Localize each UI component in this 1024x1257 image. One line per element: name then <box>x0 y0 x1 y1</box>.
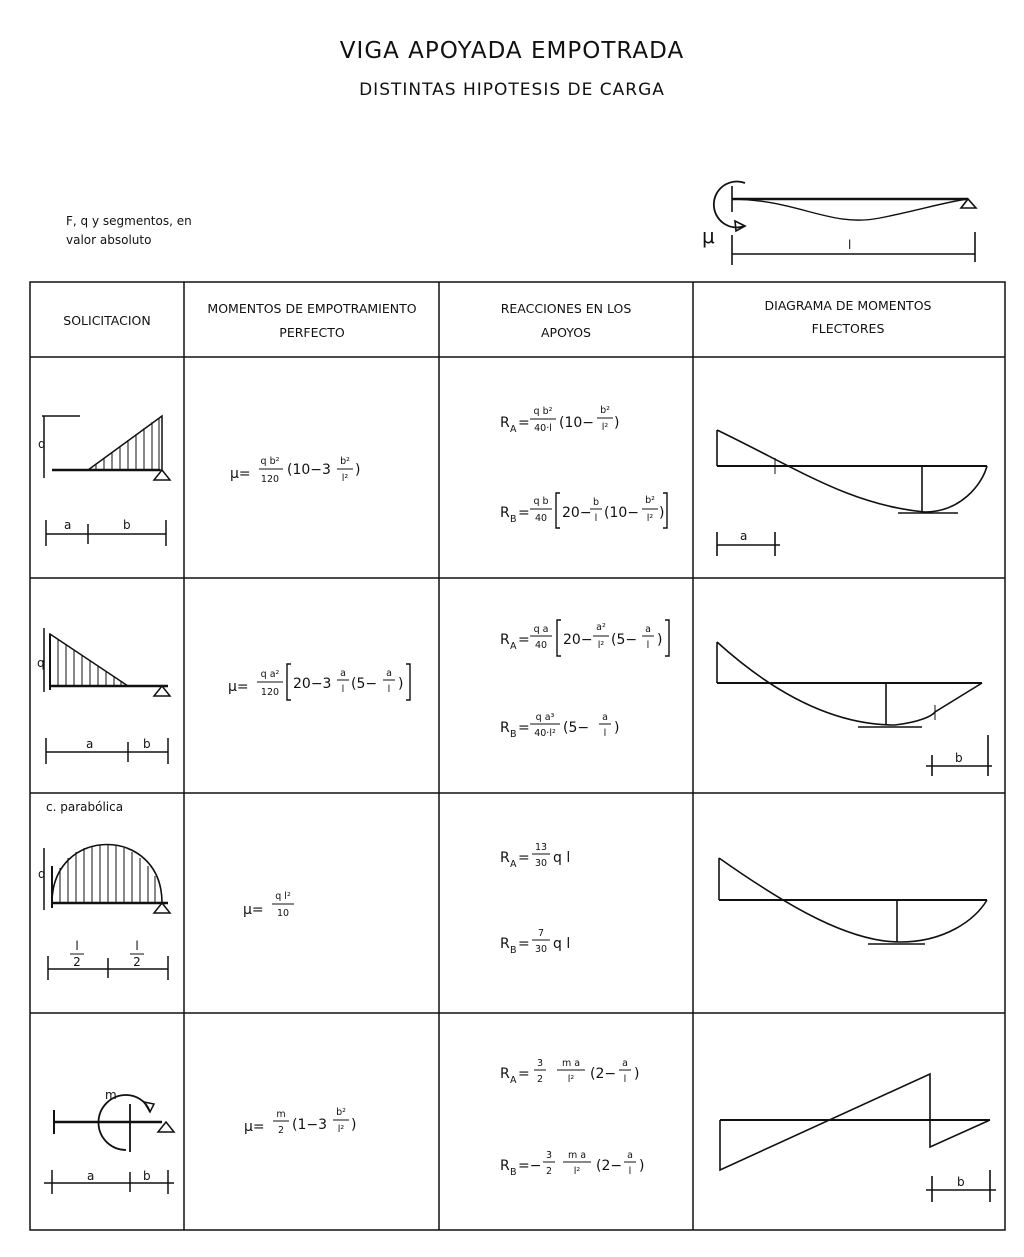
r-label: R <box>500 936 510 952</box>
key-arrowhead-icon <box>735 221 745 231</box>
mu-lead: μ= <box>230 466 251 482</box>
r-eq: = <box>518 1066 530 1082</box>
row-2-moment-diagram <box>717 642 992 776</box>
dim-a-label: a <box>86 737 94 751</box>
frac-den: 40·l² <box>534 728 556 739</box>
r-sub: A <box>510 1075 517 1086</box>
frac-den: 2 <box>536 1074 544 1085</box>
formula-tail: (2− <box>590 1066 617 1082</box>
frac-num: q a² <box>260 669 280 680</box>
moment-curve <box>717 430 987 512</box>
q-label: q <box>37 656 45 670</box>
triangular-load <box>88 416 162 470</box>
header-reacciones-l1: REACCIONES EN LOS <box>500 301 632 316</box>
dim-b-label: b <box>955 751 963 765</box>
frac-num: q b² <box>260 456 280 467</box>
frac2-num: b² <box>336 1107 346 1118</box>
formula-t1: 20− <box>562 505 592 521</box>
frac2-num: m a <box>567 1150 587 1161</box>
row-1-reaction-a <box>500 405 619 435</box>
row-3-reaction-b <box>500 928 570 956</box>
r-label: R <box>500 850 510 866</box>
key-moment-arrow-icon <box>714 181 745 227</box>
page-title: VIGA APOYADA EMPOTRADA <box>339 38 685 64</box>
key-deflection <box>732 199 968 220</box>
r-label: R <box>500 505 510 521</box>
formula-t2: (5− <box>351 676 378 692</box>
load-hatch <box>58 640 121 686</box>
frac3-num: b² <box>645 495 655 506</box>
row-1-moment-formula <box>230 456 360 485</box>
frac-num: q b <box>533 496 549 507</box>
r-eq: = <box>518 505 530 521</box>
frac2-den: l² <box>573 1166 581 1177</box>
formula-tail: q l <box>553 850 571 866</box>
frac3-num: a <box>622 1058 628 1069</box>
formula-tail: (5− <box>563 720 590 736</box>
row-3-moment-diagram <box>719 858 987 944</box>
frac3-den: l <box>387 684 391 695</box>
r-eq: = <box>518 850 530 866</box>
frac2-num: a <box>340 668 346 679</box>
frac2-den: l² <box>567 1074 575 1085</box>
formula-tail: q l <box>553 936 571 952</box>
formula-t2: (5− <box>611 632 638 648</box>
key-span-label: l <box>848 238 852 252</box>
frac2-den: l² <box>337 1124 345 1135</box>
r-sub: A <box>510 859 517 870</box>
frac2-den: l² <box>601 422 609 433</box>
r-sub: B <box>510 729 517 740</box>
formula-tail: (10− <box>559 415 595 431</box>
row-2-moment-formula <box>228 664 410 700</box>
bracket-open-icon <box>556 493 560 528</box>
frac-num: q a³ <box>535 712 555 723</box>
dim-b-label: b <box>123 518 131 532</box>
frac3-num: a <box>627 1150 633 1161</box>
row-2-load-sketch <box>37 628 170 764</box>
formula-close: ) <box>614 720 620 736</box>
parabolic-label: c. parabólica <box>46 800 124 814</box>
formula-close: ) <box>398 676 404 692</box>
frac3-den: l <box>623 1074 627 1085</box>
header-solicitacion: SOLICITACION <box>63 313 151 328</box>
frac-num: m <box>276 1109 286 1120</box>
dim-l2-den: 2 <box>133 955 141 969</box>
frac2-num: a <box>602 712 608 723</box>
r-eq: =− <box>518 1158 542 1174</box>
r-sub: B <box>510 945 517 956</box>
row-1-load-sketch <box>38 416 170 546</box>
r-eq: = <box>518 720 530 736</box>
bracket-close-icon <box>665 620 669 656</box>
formula-tail: (10−3 <box>287 462 331 478</box>
frac-den: 40·l <box>534 423 552 434</box>
mu-lead: μ= <box>243 902 264 918</box>
row-1-reaction-b <box>500 493 667 528</box>
formula-t1: 20− <box>563 632 593 648</box>
formula-close: ) <box>634 1066 640 1082</box>
row-3-load-sketch <box>38 845 170 981</box>
roller-support-icon <box>154 470 170 480</box>
frac3-den: l² <box>646 513 654 524</box>
row-4-moment-formula <box>244 1107 356 1136</box>
row-3-moment-formula <box>243 891 294 919</box>
bracket-open-icon <box>287 664 291 700</box>
frac-num: 7 <box>537 928 545 939</box>
row-1-moment-diagram <box>717 430 987 556</box>
r-sub: A <box>510 424 517 435</box>
roller-support-icon <box>158 1122 174 1132</box>
formula-close: ) <box>657 632 663 648</box>
m-label: m <box>105 1088 117 1102</box>
units-note-line2: valor absoluto <box>66 233 152 247</box>
dim-a-label: a <box>64 518 72 532</box>
roller-support-icon <box>154 686 170 696</box>
dim-l2-num: l <box>135 939 139 953</box>
row-4-reaction-a <box>500 1058 639 1086</box>
formula-close: ) <box>355 462 361 478</box>
frac3-num: a <box>386 668 392 679</box>
formula-tail: (1−3 <box>292 1117 328 1133</box>
frac2-den: l <box>603 728 607 739</box>
page-subtitle: DISTINTAS HIPOTESIS DE CARGA <box>359 80 665 100</box>
key-diagram <box>702 181 976 265</box>
dim-l-den: 2 <box>73 955 81 969</box>
header-momentos-l1: MOMENTOS DE EMPOTRAMIENTO <box>207 301 417 316</box>
bracket-open-icon <box>557 620 561 656</box>
frac-den: 120 <box>260 474 280 485</box>
formula-close: ) <box>639 1158 645 1174</box>
units-note-line1: F, q y segmentos, en <box>66 214 192 228</box>
header-diagrama-l1: DIAGRAMA DE MOMENTOS <box>764 298 932 313</box>
header-diagrama-l2: FLECTORES <box>811 321 885 336</box>
r-label: R <box>500 1066 510 1082</box>
frac3-den: l <box>646 640 650 651</box>
formula-close: ) <box>659 505 665 521</box>
mu-lead: μ= <box>244 1119 265 1135</box>
formula-t2: (10− <box>604 505 640 521</box>
frac3-num: a <box>645 624 651 635</box>
r-eq: = <box>518 632 530 648</box>
frac2-den: l² <box>341 473 349 484</box>
row-4-reaction-b <box>500 1150 644 1178</box>
frac-den: 120 <box>260 687 280 698</box>
row-2-reaction-b <box>500 712 619 740</box>
frac-num: 3 <box>536 1058 544 1069</box>
frac2-num: b <box>592 497 600 508</box>
row-3-reaction-a <box>500 842 570 870</box>
r-sub: A <box>510 641 517 652</box>
header-momentos-l2: PERFECTO <box>279 325 345 340</box>
frac2-den: l² <box>597 640 605 651</box>
r-eq: = <box>518 936 530 952</box>
r-label: R <box>500 632 510 648</box>
formula-close: ) <box>614 415 620 431</box>
r-sub: B <box>510 514 517 525</box>
frac2-num: m a <box>561 1058 581 1069</box>
frac-num: 3 <box>545 1150 553 1161</box>
frac-den: 2 <box>277 1125 285 1136</box>
formula-tail: (2− <box>596 1158 623 1174</box>
r-eq: = <box>518 415 530 431</box>
dim-b-label: b <box>957 1175 965 1189</box>
frac-den: 10 <box>276 908 290 919</box>
frac2-den: l <box>341 684 345 695</box>
r-label: R <box>500 1158 510 1174</box>
r-label: R <box>500 415 510 431</box>
row-4-moment-diagram <box>720 1074 996 1202</box>
r-sub: B <box>510 1167 517 1178</box>
table-header <box>63 298 931 340</box>
roller-support-icon <box>154 903 170 913</box>
frac-num: q b² <box>533 406 553 417</box>
frac3-den: l <box>628 1166 632 1177</box>
frac2-num: b² <box>340 456 350 467</box>
q-label: q <box>38 437 46 451</box>
frac-den: 30 <box>534 944 548 955</box>
load-hatch <box>60 845 155 903</box>
triangular-load <box>50 634 128 686</box>
dim-ticks <box>48 956 168 980</box>
row-4-load-sketch <box>44 1088 174 1194</box>
frac2-den: l <box>594 513 598 524</box>
r-label: R <box>500 720 510 736</box>
frac-den: 40 <box>534 513 548 524</box>
header-reacciones-l2: APOYOS <box>541 325 591 340</box>
mu-lead: μ= <box>228 679 249 695</box>
key-mu-label: μ <box>702 224 715 248</box>
frac-den: 30 <box>534 858 548 869</box>
frac-num: q a <box>533 624 549 635</box>
row-2-reaction-a <box>500 620 669 656</box>
frac-den: 2 <box>545 1166 553 1177</box>
dim-b-label: b <box>143 737 151 751</box>
bracket-close-icon <box>406 664 410 700</box>
frac-num: 13 <box>534 842 548 853</box>
dim-l-num: l <box>75 939 79 953</box>
formula-close: ) <box>351 1117 357 1133</box>
q-label: q <box>38 867 46 881</box>
dim-b-label: b <box>143 1169 151 1183</box>
moment-diagram-line <box>720 1074 990 1170</box>
frac-num: q l² <box>275 891 291 902</box>
formula-t1: 20−3 <box>293 676 332 692</box>
frac2-num: b² <box>600 405 610 416</box>
dim-a-label: a <box>740 529 748 543</box>
frac-den: 40 <box>534 640 548 651</box>
dim-a-label: a <box>87 1169 95 1183</box>
frac2-num: a² <box>596 622 606 633</box>
arrowhead-icon <box>144 1102 154 1112</box>
